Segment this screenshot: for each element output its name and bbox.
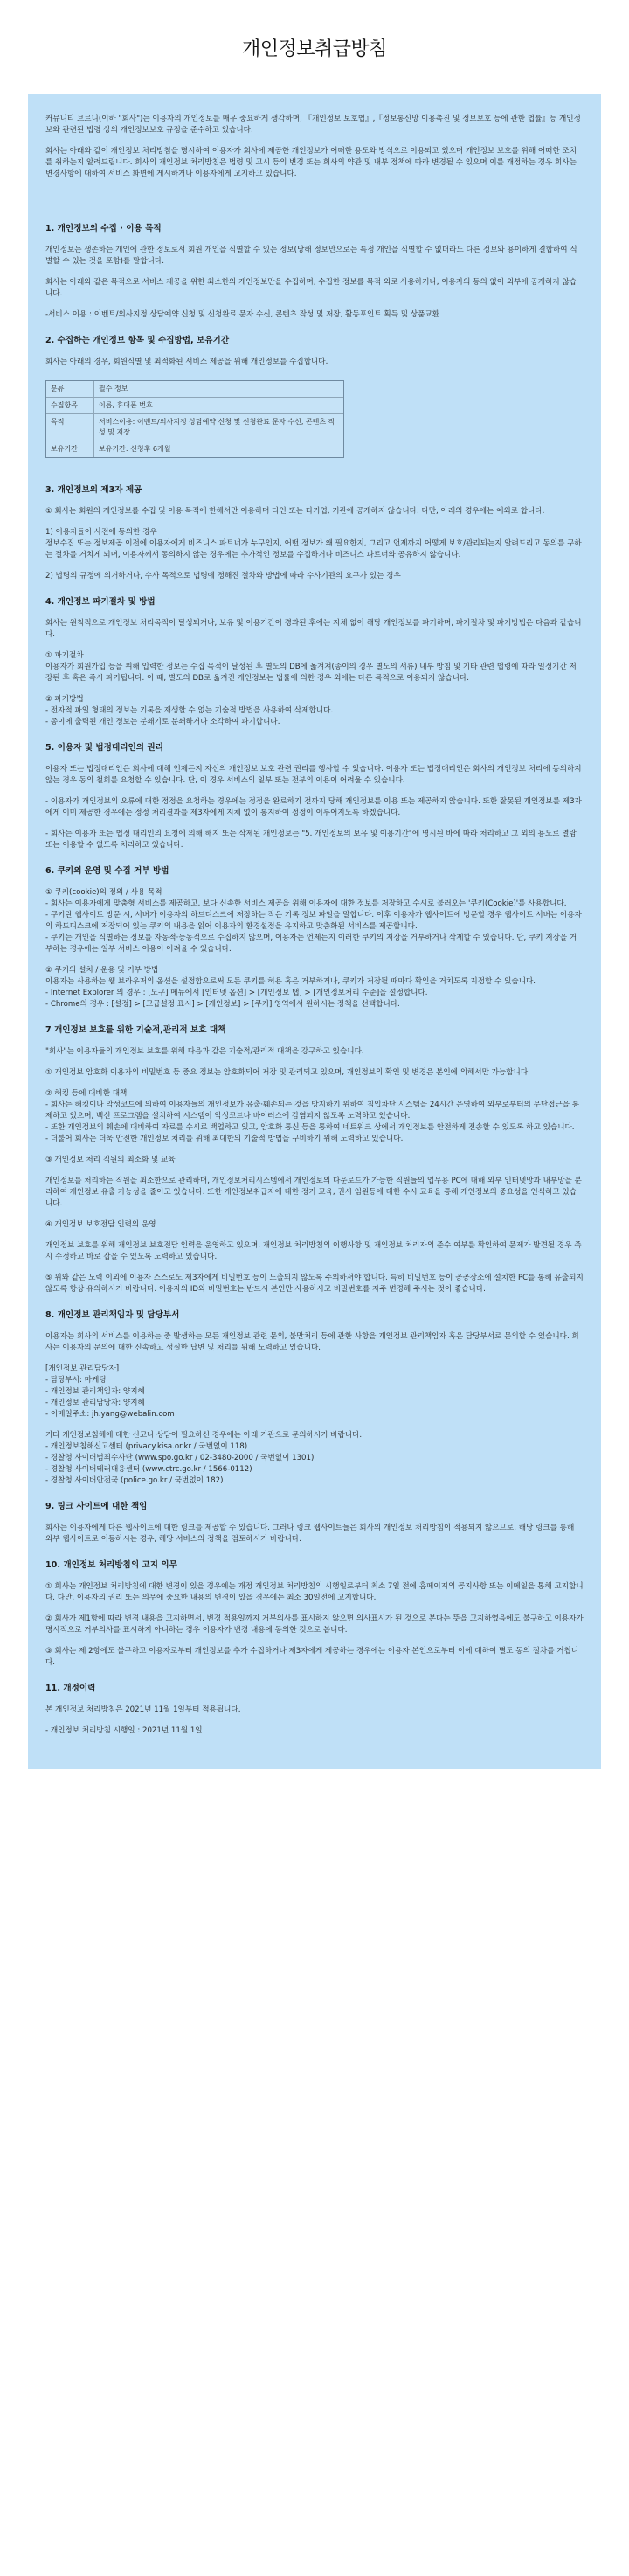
section-heading-8: 8. 개인정보 관리책임자 및 담당부서 [45, 1310, 180, 1320]
table-value: 이름, 휴대폰 번호 [94, 398, 344, 414]
page-title: 개인정보취급방침 [241, 38, 388, 60]
section-heading-1: 1. 개인정보의 수집 · 이용 목적 [45, 224, 162, 233]
section-4-paragraph: 회사는 원칙적으로 개인정보 처리목적이 달성되거나, 보유 및 이용기간이 경과된 후에는 지체 없이 해당 개인정보를 파기하며, 파기절차 및 파기방법은 다음과 같습니다. [45, 619, 582, 639]
collection-items-table [45, 380, 344, 458]
table-key: 목적 [46, 414, 94, 441]
section-heading-4: 4. 개인정보 파기절차 및 방법 [45, 597, 156, 607]
section-4-paragraph: ② 파기방법 - 전자적 파일 형태의 정보는 기록을 재생할 수 없는 기술적 방법을 사용하여 삭제합니다. - 종이에 출력된 개인 정보는 분쇄기로 분쇄하거나 소각하여 파기합니다. [45, 695, 334, 726]
table-key: 수집항목 [46, 398, 94, 414]
table-row [46, 381, 343, 398]
section-11-paragraph: - 개인정보 처리방침 시행일 : 2021년 11월 1일 [45, 1726, 203, 1735]
section-10-paragraph: ② 회사가 제1항에 따라 변경 내용을 고지하면서, 변경 적용일까지 거부의사를 표시하지 않으면 의사표시가 된 것으로 본다는 뜻을 고지하였음에도 불구하고 이용자가 명시적으로 거부의사를 표시하지 아니하는 경우 이용자가 변경 내용에 동의한 것으로 봅니다. [45, 1614, 584, 1635]
section-heading-10: 10. 개인정보 처리방침의 고지 의무 [45, 1560, 177, 1570]
section-heading-9: 9. 링크 사이트에 대한 책임 [45, 1502, 148, 1511]
table-row [46, 441, 343, 458]
section-7-paragraph: ① 개인정보 암호화 이용자의 비밀번호 등 중요 정보는 암호화되어 저장 및 관리되고 있으며, 개인정보의 확인 및 변경은 본인에 의해서만 가능합니다. [45, 1068, 530, 1077]
section-7-paragraph: ⑤ 위와 같은 노력 이외에 이용자 스스로도 제3자에게 비밀번호 등이 노출되지 않도록 주의하셔야 합니다. 특히 비밀번호 등이 공공장소에 설치한 PC를 통해 유출되지 않도록 항상 유의하시기 바랍니다. 이용자의 ID와 비밀번호는 반드시 본인만 사용하시고 비밀번호를 자주 변경해 주시는 것이 좋습니다. [45, 1274, 584, 1294]
policy-content-panel [28, 94, 601, 1769]
section-7-paragraph: ③ 개인정보 처리 직원의 최소화 및 교육 [45, 1156, 176, 1164]
section-7-paragraph: ② 해킹 등에 대비한 대책 - 회사는 해킹이나 악성코드에 의하여 이용자들의 개인정보가 유출·훼손되는 것을 방지하기 위하여 침입차단 시스템을 24시간 운영하여 외부로부터의 무단접근을 통제하고 있으며, 백신 프로그램을 설치하여 시스템이 악성코드나 바이러스에 감염되지 않도록 노력하고 있습니다. - 또한 개인정보의 훼손에 대비하여 자료를 수시로 백업하고 있고, 암호화 통신 등을 통하여 네트워크 상에서 개인정보를 안전하게 전송할 수 있도록 하고 있습니다. - 더불어 회사는 더욱 안전한 개인정보 처리를 위해 최대한의 기술적 방법을 구비하기 위해 노력하고 있습니다. [45, 1089, 580, 1143]
section-1-paragraph: 회사는 아래와 같은 목적으로 서비스 제공을 위한 최소한의 개인정보만을 수집하며, 수집한 정보를 목적 외로 사용하거나, 이용자의 동의 없이 외부에 공개하지 않습니다. [45, 278, 577, 298]
section-6-paragraph: ② 쿠키의 설치 / 운용 및 거부 방법 이용자는 사용하는 웹 브라우저의 옵션을 설정함으로써 모든 쿠키를 허용 혹은 거부하거나, 쿠키가 저장될 때마다 확인을 거치도록 지정할 수 있습니다. - Internet Explorer 의 경우 : [도구] 메뉴에서 [인터넷 옵션] > [개인정보 탭] > [개인정보처리 수준]을 설정합니다. - Chrome의 경우 : [설정] > [고급설정 표시] > [개인정보] > [쿠키] 영역에서 원하시는 정책을 선택합니다. [45, 966, 536, 1009]
section-8-paragraph: [개인정보 관리담당자] - 담당부서: 마케팅 - 개인정보 관리책임자: 양지혜 - 개인정보 관리담당자: 양지혜 - 이메일주소: jh.yang@webalin.com [45, 1364, 175, 1419]
section-2-paragraph: 회사는 아래의 경우, 회원식별 및 최적화된 서비스 제공을 위해 개인정보를 수집합니다. [45, 358, 328, 366]
section-6-paragraph: ① 쿠키(cookie)의 정의 / 사용 목적 - 회사는 이용자에게 맞춤형 서비스를 제공하고, 보다 신속한 서비스 제공을 위해 이용자에 대한 정보를 저장하고 수시로 불러오는 '쿠키(Cookie)'를 사용합니다. - 쿠키란 웹사이트 방문 시, 서버가 이용자의 하드디스크에 저장하는 작은 기록 정보 파일을 말합니다. 이후 이용자가 웹사이트에 방문할 경우 웹사이트 서버는 이용자의 하드디스크에 저장되어 있는 쿠키의 내용을 읽어 이용자의 환경설정을 유지하고 맞춤화된 서비스를 제공합니다. - 쿠키는 개인을 식별하는 정보를 자동적·능동적으로 수집하지 않으며, 이용자는 언제든지 이러한 쿠키의 저장을 거부하거나 삭제할 수 있습니다. 단, 쿠키 저장을 거부하는 경우에는 일부 서비스 이용이 어려울 수 있습니다. [45, 888, 582, 954]
table-value: 서비스이용: 이벤트/의사지정 상담예약 신청 및 신청완료 문자 수신, 콘텐츠 작성 및 저장 [94, 414, 344, 441]
section-4-paragraph: ① 파기절차 이용자가 회원가입 등을 위해 입력한 정보는 수집 목적이 달성된 후 별도의 DB에 옮겨져(종이의 경우 별도의 서류) 내부 방침 및 기타 관련 법령에 따라 일정기간 저장된 후 혹은 즉시 파기됩니다. 이 때, 별도의 DB로 옮겨진 개인정보는 법률에 의한 경우 외에는 다른 목적으로 이용되지 않습니다. [45, 651, 577, 683]
section-10-paragraph: ① 회사는 개인정보 처리방침에 대한 변경이 있을 경우에는 개정 개인정보 처리방침의 시행일로부터 최소 7일 전에 홈페이지의 공지사항 또는 이메일을 통해 고지합니다. 다만, 이용자의 권리 또는 의무에 중요한 내용의 변경이 있을 경우에는 최소 30일전에 고지합니다. [45, 1582, 584, 1602]
section-3-paragraph: ① 회사는 회원의 개인정보를 수집 및 이용 목적에 한해서만 이용하며 타인 또는 타기업, 기관에 공개하지 않습니다. 다만, 아래의 경우에는 예외로 합니다. [45, 507, 545, 516]
section-5-paragraph: - 이용자가 개인정보의 오류에 대한 정정을 요청하는 경우에는 정정을 완료하기 전까지 당해 개인정보를 이용 또는 제공하지 않습니다. 또한 잘못된 개인정보를 제3자에게 이미 제공한 경우에는 정정 처리결과를 제3자에게 지체 없이 통지하여 정정이 이루어지도록 하겠습니다. [45, 797, 582, 817]
section-3-paragraph: 1) 이용자들이 사전에 동의한 경우 정보수집 또는 정보제공 이전에 이용자에게 비즈니스 파트너가 누구인지, 어떤 정보가 왜 필요한지, 그리고 언제까지 어떻게 보호/관리되는지 알려드리고 동의를 구하는 절차를 거치게 되며, 이용자께서 동의하지 않는 경우에는 추가적인 정보를 수집하거나 비즈니스 파트너와 공유하지 않습니다. [45, 528, 582, 559]
section-heading-2: 2. 수집하는 개인정보 항목 및 수집방법, 보유기간 [45, 336, 230, 345]
intro-paragraph: 회사는 아래와 같이 개인정보 처리방침을 명시하여 이용자가 회사에 제공한 개인정보가 어떠한 용도와 방식으로 이용되고 있으며 개인정보 보호를 위해 어떠한 조치를 취하는지 알려드립니다. 회사의 개인정보 처리방침은 법령 및 고시 등의 변경 또는 회사의 약관 및 내부 정책에 따라 변경될 수 있으며 이를 개정하는 경우 회사는 변경사항에 대하여 서비스 화면에 게시하거나 이용자에게 고지하고 있습니다. [45, 147, 577, 178]
section-7-paragraph: 개인정보 보호를 위해 개인정보 보호전담 인력을 운영하고 있으며, 개인정보 처리방침의 이행사항 및 개인정보 처리자의 준수 여부를 확인하여 문제가 발견될 경우 즉시 수정하고 바로 잡을 수 있도록 노력하고 있습니다. [45, 1241, 582, 1261]
section-10-paragraph: ③ 회사는 제 2항에도 불구하고 이용자로부터 개인정보를 추가 수집하거나 제3자에게 제공하는 경우에는 이용자 본인으로부터 이에 대하여 별도 동의 절차를 거칩니다. [45, 1647, 579, 1667]
table-row [46, 398, 343, 414]
section-heading-3: 3. 개인정보의 제3자 제공 [45, 485, 142, 495]
section-8-paragraph: 기타 개인정보침해에 대한 신고나 상담이 필요하신 경우에는 아래 기관으로 문의하시기 바랍니다. - 개인정보침해신고센터 (privacy.kisa.or.kr / 국번없이 118) - 경찰청 사이버범죄수사단 (www.spo.go.kr / 02-3480-2000 / 국번없이 1301) - 경찰청 사이버테러대응센터 (www.ctrc.go.kr / 1566-0112) - 경찰청 사이버안전국 (police.go.kr / 국번없이 182) [45, 1431, 363, 1485]
section-heading-7: 7 개인정보 보호를 위한 기술적,관리적 보호 대책 [45, 1025, 226, 1035]
section-3-paragraph: 2) 법령의 규정에 의거하거나, 수사 목적으로 법령에 정해진 절차와 방법에 따라 수사기관의 요구가 있는 경우 [45, 572, 401, 580]
table-row [46, 414, 343, 441]
table-key: 분류 [46, 381, 94, 398]
section-8-paragraph: 이용자는 회사의 서비스를 이용하는 중 발생하는 모든 개인정보 관련 문의, 불만처리 등에 관한 사항을 개인정보 관리책임자 혹은 담당부서로 문의할 수 있습니다. 회사는 이용자의 문의에 대한 신속하고 성실한 답변 및 처리를 위해 노력하고 있습니다. [45, 1332, 579, 1352]
section-7-paragraph: 개인정보를 처리하는 직원을 최소한으로 관리하며, 개인정보처리시스템에서 개인정보의 다운로드가 가능한 직원들의 업무용 PC에 대해 외부 인터넷망과 내부망을 분리하여 개인정보 유출 가능성을 줄이고 있습니다. 또한 개인정보취급자에 대한 정기 교육, 권시 임원등에 대한 수시 교육을 통해 개인정보의 중요성을 인식하고 있습니다. [45, 1177, 582, 1208]
section-7-paragraph: "회사"는 이용자들의 개인정보 보호를 위해 다음과 같은 기술적/관리적 대책을 강구하고 있습니다. [45, 1047, 364, 1056]
section-heading-5: 5. 이용자 및 법정대리인의 권리 [45, 743, 163, 753]
section-1-paragraph: 개인정보는 생존하는 개인에 관한 정보로서 회원 개인을 식별할 수 있는 정보(당해 정보만으로는 특정 개인을 식별할 수 없더라도 다른 정보와 용이하게 결합하여 식별할 수 있는 것을 포함)를 말합니다. [45, 246, 577, 266]
section-1-paragraph: -서비스 이용 : 이벤트/의사지정 상담예약 신청 및 신청완료 문자 수신, 콘텐츠 작성 및 저장, 활동포인트 획득 및 상품교환 [45, 310, 439, 319]
section-7-paragraph: ④ 개인정보 보호전담 인력의 운영 [45, 1220, 156, 1229]
table-value: 보유기간: 신청후 6개월 [94, 441, 344, 458]
table-value: 필수 정보 [99, 385, 128, 392]
section-9-paragraph: 회사는 이용자에게 다른 웹사이트에 대한 링크를 제공할 수 있습니다. 그러나 링크 웹사이트들은 회사의 개인정보 처리방침이 적용되지 않으므로, 해당 링크를 통해 외부 웹사이트로 이동하시는 경우, 해당 서비스의 정책을 검토하시기 바랍니다. [45, 1524, 575, 1544]
section-5-paragraph: - 회사는 이용자 또는 법정 대리인의 요청에 의해 해지 또는 삭제된 개인정보는 "5. 개인정보의 보유 및 이용기간"에 명시된 바에 따라 처리하고 그 외의 용도로 열람 또는 이용할 수 없도록 처리하고 있습니다. [45, 830, 577, 850]
section-heading-6: 6. 쿠키의 운영 및 수집 거부 방법 [45, 866, 169, 876]
section-heading-11: 11. 개정이력 [45, 1684, 96, 1693]
table-key: 보유기간 [46, 441, 94, 458]
section-5-paragraph: 이용자 또는 법정대리인은 회사에 대해 언제든지 자신의 개인정보 보호 관련 권리를 행사할 수 있습니다. 이용자 또는 법정대리인은 회사의 개인정보 처리에 동의하지 않는 경우 동의 철회를 요청할 수 있습니다. 단, 이 경우 서비스의 일부 또는 전부의 이용이 어려울 수 있습니다. [45, 765, 582, 785]
intro-paragraph: 커뮤니티 브르니(이하 "회사")는 이용자의 개인정보를 매우 중요하게 생각하며, 『개인정보 보호법』,『정보통신망 이용촉진 및 정보보호 등에 관한 법률』등 개인정보와 관련된 법령 상의 개인정보보호 규정을 준수하고 있습니다. [45, 115, 581, 135]
section-11-paragraph: 본 개인정보 처리방침은 2021년 11월 1일부터 적용됩니다. [45, 1705, 241, 1714]
